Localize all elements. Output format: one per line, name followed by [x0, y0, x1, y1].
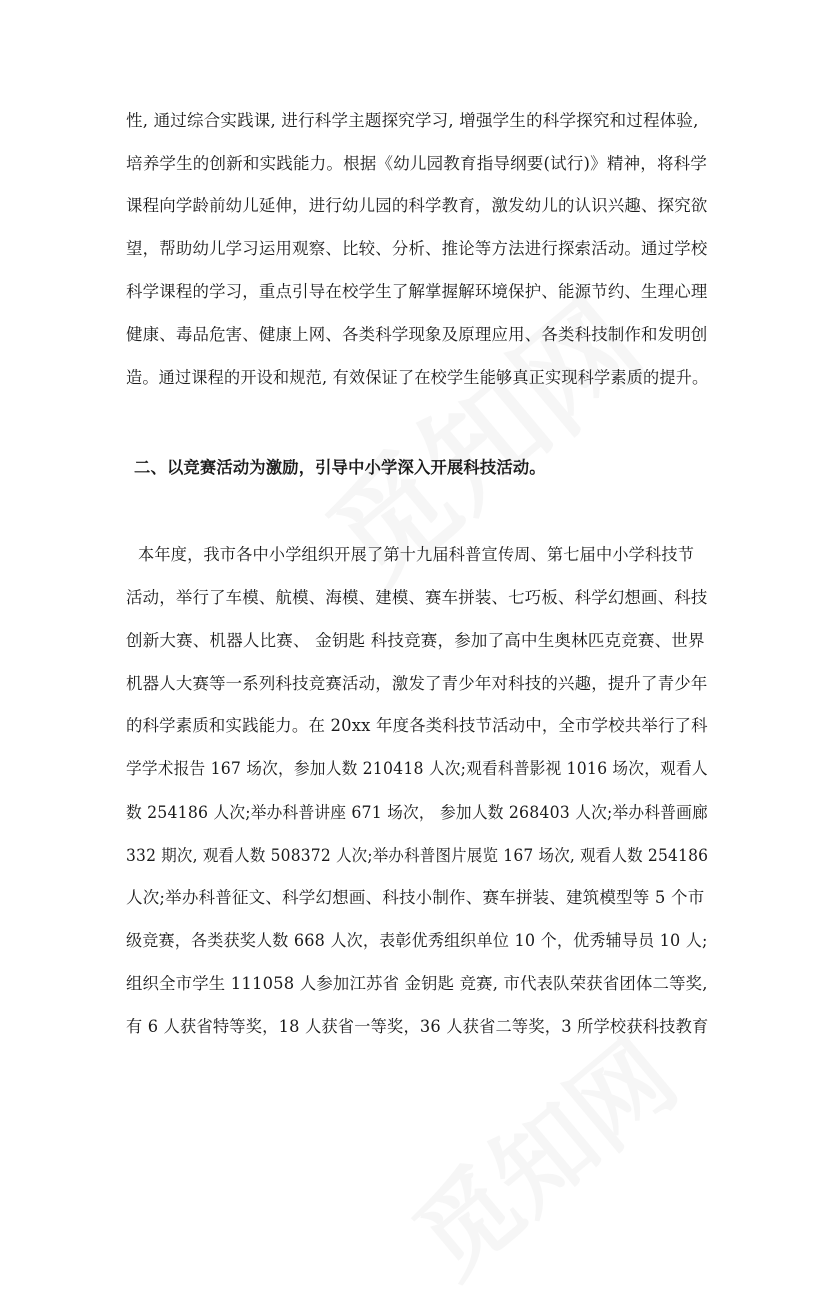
text-line: 课程向学龄前幼儿延伸，进行幼儿园的科学教育，激发幼儿的认识兴趣、探究欲: [126, 196, 708, 215]
text-line: 332 期次, 观看人数 508372 人次;举办科普图片展览 167 场次, 观看人数 254186: [126, 846, 709, 865]
text-line: 造。通过课程的开设和规范, 有效保证了在校学生能够真正实现科学素质的提升。: [126, 368, 709, 387]
text-line: 创新大赛、机器人比赛、 金钥匙 科技竞赛，参加了高中生奥林匹克竞赛、世界: [126, 631, 705, 650]
text-line: 性, 通过综合实践课, 进行科学主题探究学习, 增强学生的科学探究和过程体验,: [126, 111, 699, 130]
text-line: 健康、毒品危害、健康上网、各类科学现象及原理应用、各类科技制作和发明创: [126, 325, 708, 344]
text-line: 培养学生的创新和实践能力。根据《幼儿园教育指导纲要(试行)》精神，将科学: [126, 154, 708, 173]
text-line: 人次;举办科普征文、科学幻想画、科技小制作、赛车拼装、建筑模型等 5 个市: [126, 888, 705, 907]
text-line: 学学术报告 167 场次，参加人数 210418 人次;观看科普影视 1016 场次，观看人: [126, 759, 708, 778]
text-line: 数 254186 人次;举办科普讲座 671 场次， 参加人数 268403 人次;举办科普画廊: [126, 803, 708, 822]
section-heading: 二、以竞赛活动为激励，引导中小学深入开展科技活动。: [134, 458, 546, 477]
text-line: 望，帮助幼儿学习运用观察、比较、分析、推论等方法进行探索活动。通过学校: [126, 239, 708, 258]
text-line: 科学课程的学习，重点引导在校学生了解掌握解环境保护、能源节约、生理心理: [126, 282, 708, 301]
text-line: 有 6 人获省特等奖，18 人获省一等奖，36 人获省二等奖，3 所学校获科技教育: [126, 1017, 709, 1036]
text-line: 组织全市学生 111058 人参加江苏省 金钥匙 竞赛, 市代表队荣获省团体二等奖,: [126, 974, 708, 993]
watermark: [379, 1000, 701, 1303]
text-line: 级竞赛，各类获奖人数 668 人次，表彰优秀组织单位 10 个，优秀辅导员 10 人;: [126, 931, 708, 950]
text-line: 本年度，我市各中小学组织开展了第十九届科普宣传周、第七届中小学科技节: [138, 545, 695, 564]
text-line: 活动，举行了车模、航模、海模、建模、赛车拼装、七巧板、科学幻想画、科技: [126, 588, 708, 607]
text-line: 的科学素质和实践能力。在 20xx 年度各类科技节活动中，全市学校共举行了科: [126, 716, 708, 735]
text-line: 机器人大赛等一系列科技竞赛活动，激发了青少年对科技的兴趣，提升了青少年: [126, 674, 708, 693]
